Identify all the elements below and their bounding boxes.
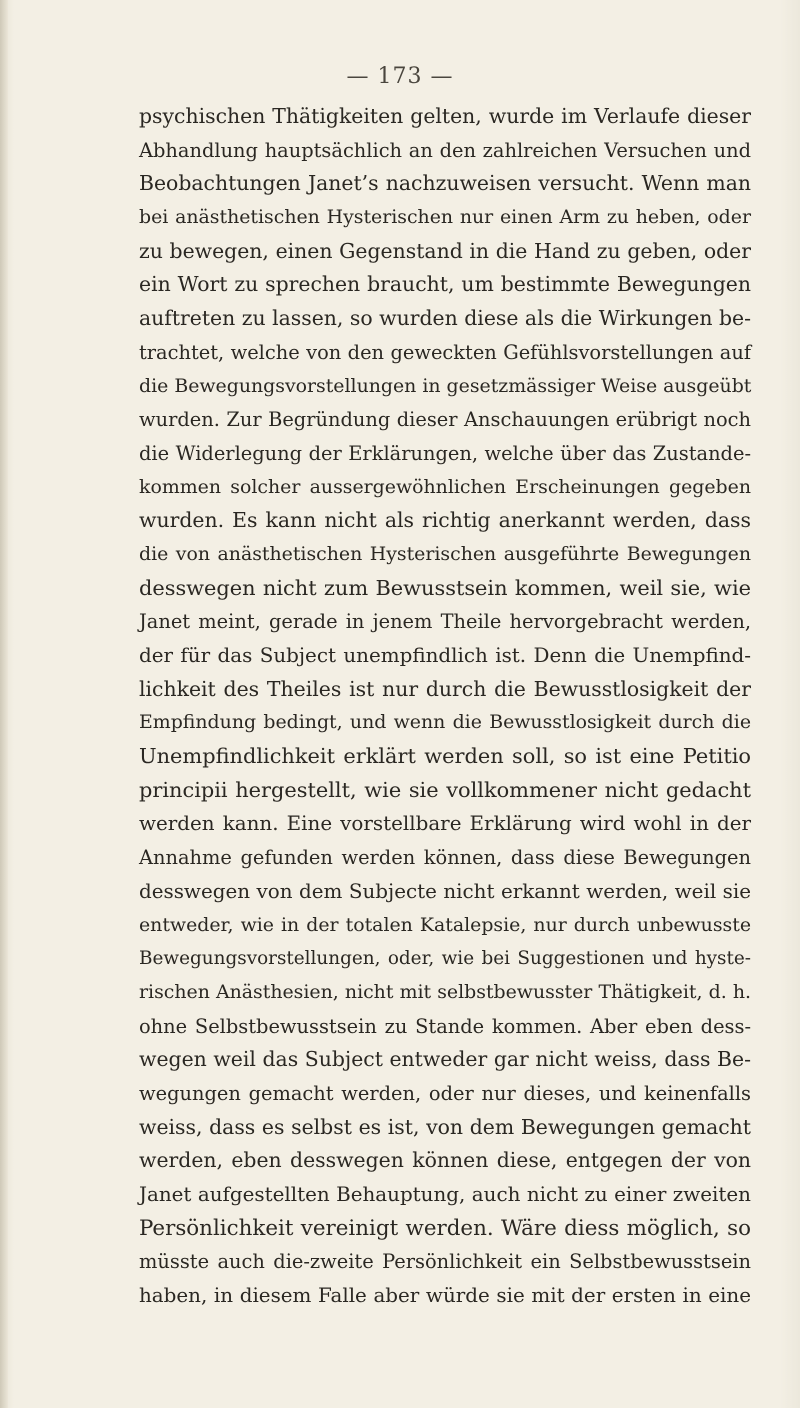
text-line: werden, eben desswegen können diese, entgegen der von xyxy=(139,1148,751,1173)
page-edge xyxy=(0,0,8,1408)
text-line: desswegen von dem Subjecte nicht erkannt werden, weil sie xyxy=(139,879,751,903)
text-line: Beobachtungen Janet’s nachzuweisen versucht. Wenn man xyxy=(139,171,751,196)
text-line: entweder, wie in der totalen Katalepsie, nur durch unbewusste xyxy=(139,913,751,936)
text-line: desswegen nicht zum Bewusstsein kommen, weil sie, wie xyxy=(139,575,751,600)
text-line: Persönlichkeit vereinigt werden. Wäre diess möglich, so xyxy=(139,1215,751,1241)
text-line: zu bewegen, einen Gegenstand in die Hand zu geben, oder xyxy=(139,238,751,263)
text-line: bei anästhetischen Hysterischen nur einen Arm zu heben, oder xyxy=(139,206,751,229)
text-line: die Widerlegung der Erklärungen, welche über das Zustande- xyxy=(139,441,751,465)
text-line: der für das Subject unempfindlich ist. Denn die Unempfind- xyxy=(139,644,751,667)
text-line: ein Wort zu sprechen braucht, um bestimmte Bewegungen xyxy=(139,272,751,297)
text-line: Bewegungsvorstellungen, oder, wie bei Suggestionen und hyste- xyxy=(139,948,751,970)
text-line: Abhandlung hauptsächlich an den zahlreichen Versuchen und xyxy=(139,138,751,162)
text-line: trachtet, welche von den geweckten Gefühlsvorstellungen auf xyxy=(139,340,751,364)
text-line: Janet aufgestellten Behauptung, auch nicht zu einer zweiten xyxy=(139,1183,751,1206)
body-text xyxy=(139,100,751,1313)
text-line: Janet meint, gerade in jenem Theile hervorgebracht werden, xyxy=(139,610,751,634)
text-line: kommen solcher aussergewöhnlichen Erscheinungen gegeben xyxy=(139,475,751,498)
text-line: werden kann. Eine vorstellbare Erklärung wird wohl in der xyxy=(139,812,751,836)
text-line: rischen Anästhesien, nicht mit selbstbewusster Thätigkeit, d. h. xyxy=(139,980,751,1003)
text-line: psychischen Thätigkeiten gelten, wurde im Verlaufe dieser xyxy=(139,104,751,128)
text-line: die von anästhetischen Hysterischen ausgeführte Bewegungen xyxy=(139,542,751,565)
text-line: wurden. Es kann nicht als richtig anerkannt werden, dass xyxy=(139,508,751,533)
text-line: auftreten zu lassen, so wurden diese als die Wirkungen be- xyxy=(139,306,751,331)
text-line: Annahme gefunden werden können, dass diese Bewegungen xyxy=(139,846,751,870)
text-line: weiss, dass es selbst es ist, von dem Bewegungen gemacht xyxy=(139,1114,751,1139)
text-line: müsste auch die-zweite Persönlichkeit ein Selbstbewusstsein xyxy=(139,1250,751,1274)
text-line: wegungen gemacht werden, oder nur dieses, und keinenfalls xyxy=(139,1081,751,1105)
page-number: — 173 — xyxy=(346,64,454,89)
text-line: principii hergestellt, wie sie vollkommener nicht gedacht xyxy=(139,777,751,802)
text-line: lichkeit des Theiles ist nur durch die Bewusstlosigkeit der xyxy=(139,676,751,701)
text-line: Empfindung bedingt, und wenn die Bewusstlosigkeit durch die xyxy=(139,711,751,734)
text-line: ohne Selbstbewusstsein zu Stande kommen. Aber eben dess- xyxy=(139,1014,751,1038)
text-line: wurden. Zur Begründung dieser Anschauungen erübrigt noch xyxy=(139,408,751,432)
text-line: haben, in diesem Falle aber würde sie mit der ersten in eine xyxy=(139,1284,751,1308)
text-line: Unempfindlichkeit erklärt werden soll, so ist eine Petitio xyxy=(139,744,751,769)
text-line: die Bewegungsvorstellungen in gesetzmässiger Weise ausgeübt xyxy=(139,374,752,397)
text-line: wegen weil das Subject entweder gar nicht weiss, dass Be- xyxy=(139,1047,751,1072)
